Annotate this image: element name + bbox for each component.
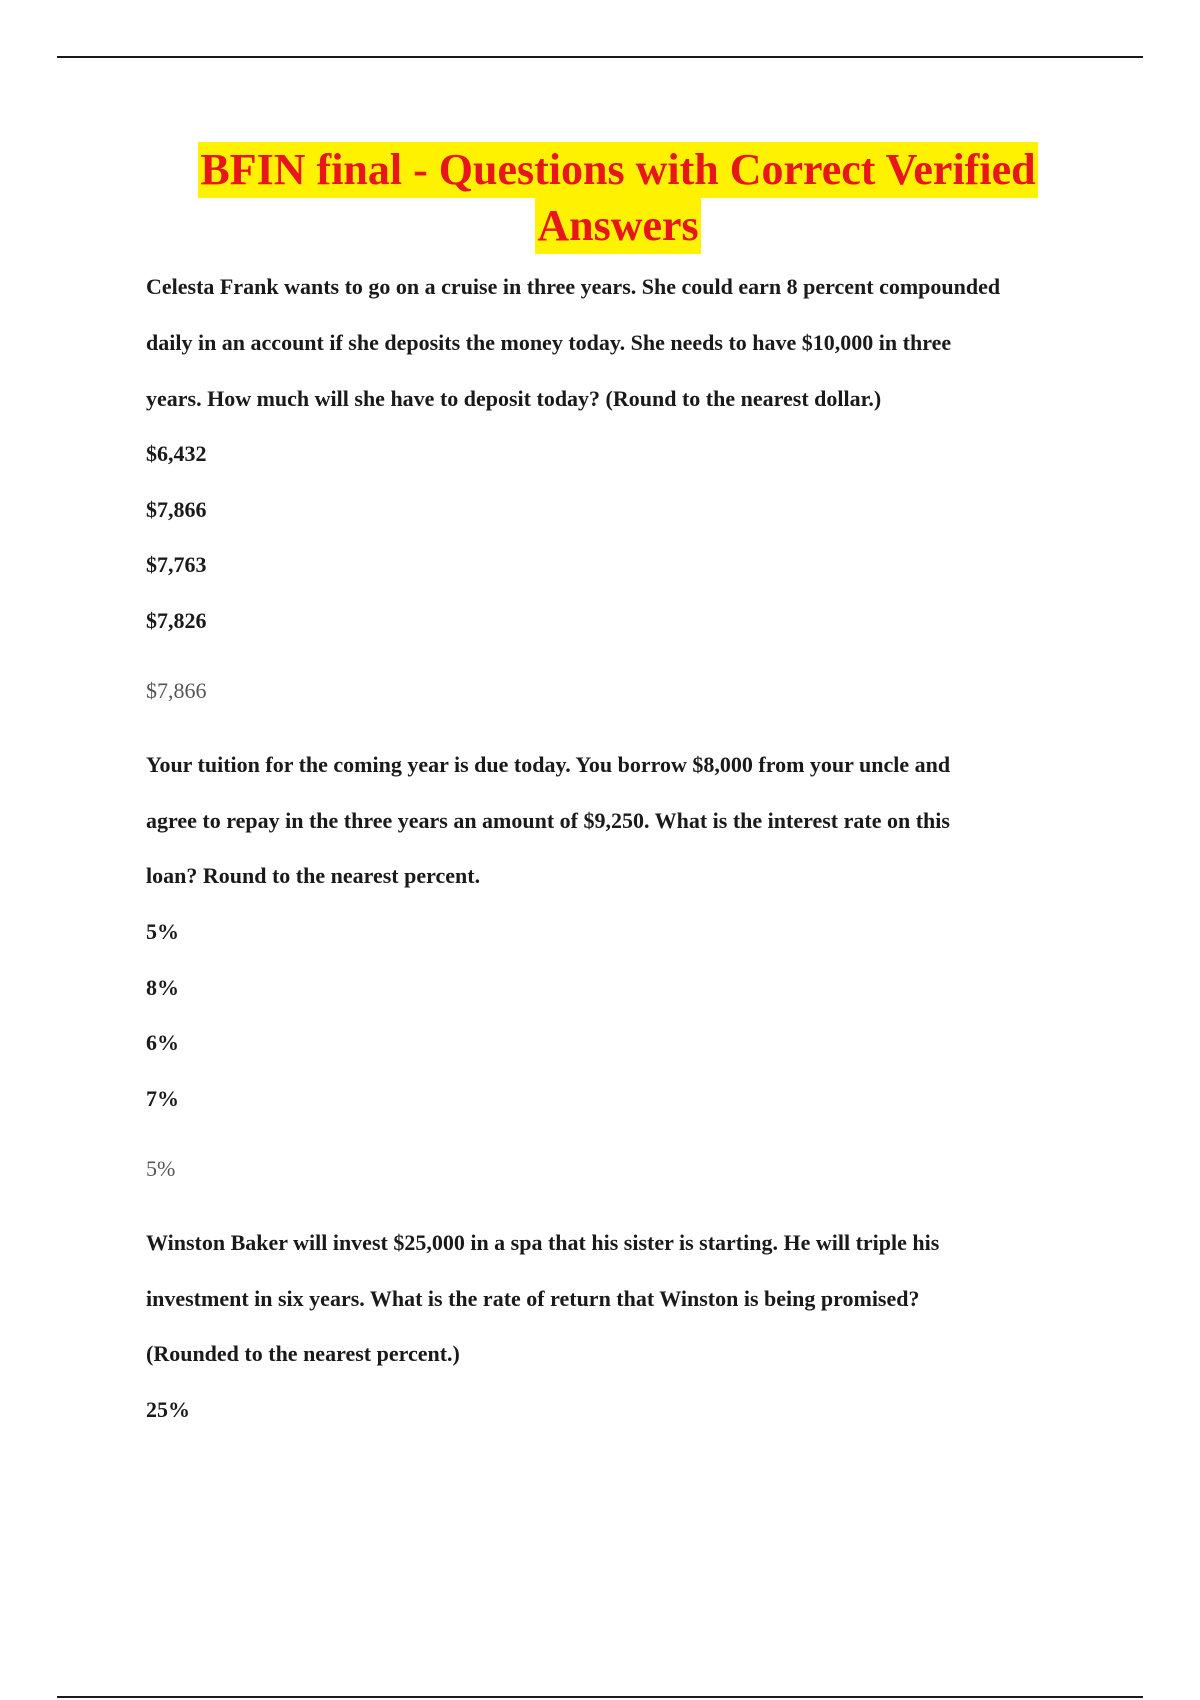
question-3-line-1: Winston Baker will invest $25,000 in a spa that his sister is starting. He will triple his [146, 1230, 940, 1255]
question-2-line-2: agree to repay in the three years an amount of $9,250. What is the interest rate on this [146, 808, 950, 833]
question-1-option-4: $7,826 [146, 608, 207, 633]
bottom-rule [57, 1696, 1143, 1698]
question-1-line-2: daily in an account if she deposits the money today. She needs to have $10,000 in three [146, 330, 952, 355]
question-2-answer: 5% [146, 1156, 176, 1181]
question-3-line-3: (Rounded to the nearest percent.) [146, 1341, 460, 1366]
question-2-option-3: 6% [146, 1030, 179, 1055]
question-3-option-1: 25% [146, 1397, 190, 1422]
question-1-line-3: years. How much will she have to deposit today? (Round to the nearest dollar.) [146, 386, 882, 411]
question-2-line-3: loan? Round to the nearest percent. [146, 863, 481, 888]
question-2-option-2: 8% [146, 975, 179, 1000]
question-1-answer: $7,866 [146, 678, 207, 703]
title-line-2: Answers [535, 198, 700, 254]
title-line-1: BFIN final - Questions with Correct Verified [198, 142, 1037, 198]
question-2-option-1: 5% [146, 919, 179, 944]
question-2-option-4: 7% [146, 1086, 179, 1111]
question-2-line-1: Your tuition for the coming year is due today. You borrow $8,000 from your uncle and [146, 752, 951, 777]
top-rule [57, 56, 1143, 58]
question-1-option-2: $7,866 [146, 497, 207, 522]
question-3-line-2: investment in six years. What is the rate of return that Winston is being promised? [146, 1286, 920, 1311]
document-title [0, 142, 1200, 254]
question-1-option-3: $7,763 [146, 552, 207, 577]
question-1-option-1: $6,432 [146, 441, 207, 466]
question-1-line-1: Celesta Frank wants to go on a cruise in three years. She could earn 8 percent compounded [146, 274, 1001, 299]
